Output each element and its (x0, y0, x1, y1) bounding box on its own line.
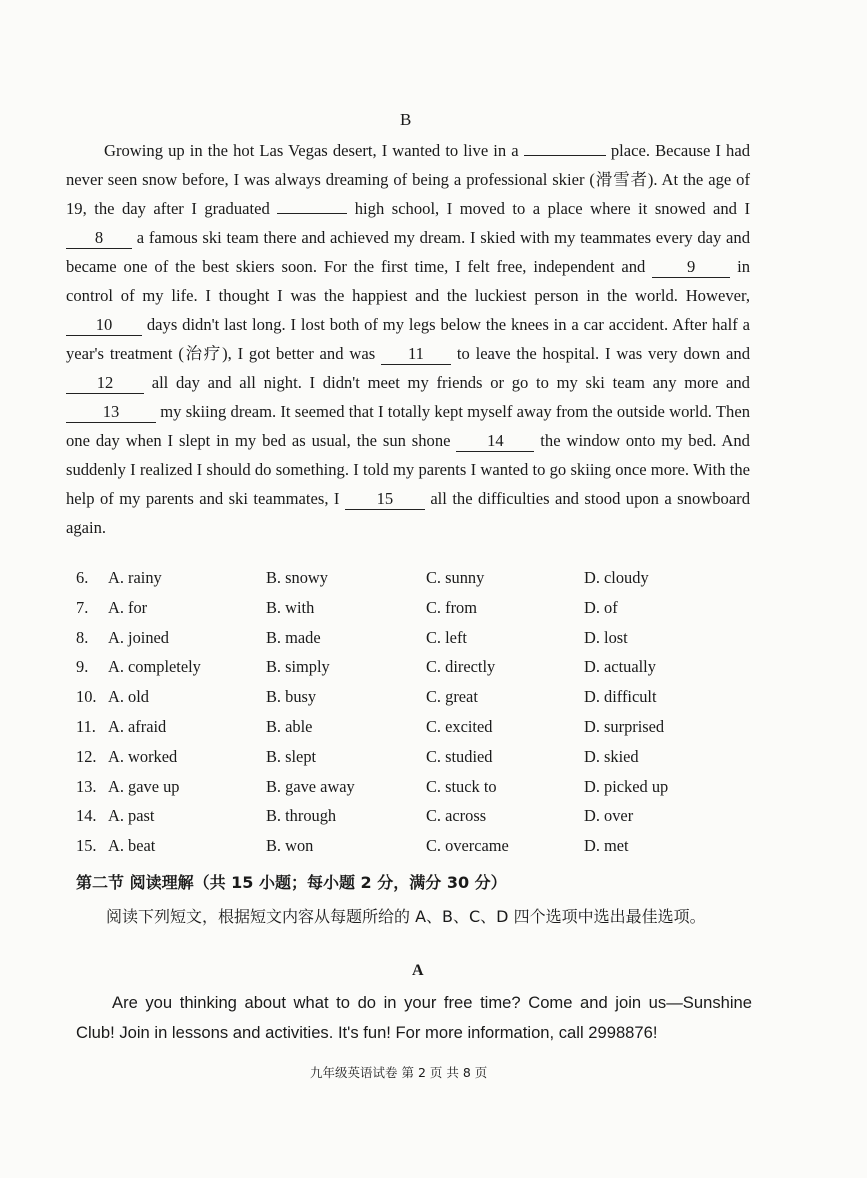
question-number: 12. (76, 746, 97, 766)
section-2-heading: 第二节 阅读理解（共 15 小题；每小题 2 分，满分 30 分） (76, 873, 507, 892)
passage-text: all the difficulties and stood upon a snowboard again. (66, 489, 751, 537)
option-c[interactable]: C. studied (426, 746, 493, 766)
option-b[interactable]: B. slept (266, 746, 317, 766)
question-number: 9. (76, 657, 89, 677)
option-b[interactable]: B. with (266, 597, 315, 617)
option-row-9 (76, 657, 776, 687)
option-b[interactable]: B. snowy (266, 568, 328, 587)
option-c[interactable]: C. directly (426, 657, 496, 677)
option-c[interactable]: C. excited (426, 716, 493, 736)
option-row-13 (76, 777, 776, 807)
option-row-14 (76, 806, 776, 836)
blank-10[interactable]: 10 (66, 315, 142, 336)
passage-text: days didn't last long. I lost both of my legs below the knees in a car accident. After half a year's treatment (治疗), I got better and was (66, 315, 751, 363)
question-number: 11. (76, 716, 96, 736)
option-b[interactable]: B. busy (266, 687, 317, 707)
option-a[interactable]: A. gave up (108, 776, 180, 796)
option-a[interactable]: A. completely (108, 657, 201, 677)
question-number: 8. (76, 627, 89, 647)
answer-options (76, 568, 776, 866)
page-footer: 九年级英语试卷 第 2 页 共 8 页 (310, 1065, 488, 1080)
option-row-7 (76, 598, 776, 628)
option-d[interactable]: D. picked up (584, 776, 669, 796)
passage-text: the window onto my bed. And suddenly I realized I should do something. I told my parents I wanted to go skiing once more. With the help of my parents and ski teammates, I (66, 431, 750, 508)
option-row-15 (76, 836, 776, 866)
option-c[interactable]: C. stuck to (426, 776, 497, 796)
option-d[interactable]: D. cloudy (584, 568, 649, 587)
option-b[interactable]: B. through (266, 806, 337, 826)
option-d[interactable]: D. actually (584, 657, 656, 677)
passage-text: a famous ski team there and achieved my dream. I skied with my teammates every day and became one of the best skiers soon. For the first time, I felt free, independent and (66, 228, 751, 276)
option-b[interactable]: B. gave away (266, 776, 355, 796)
blank-9[interactable]: 9 (652, 257, 730, 278)
question-number: 13. (76, 776, 97, 796)
section-b-title: B (400, 110, 412, 129)
option-d[interactable]: D. skied (584, 746, 639, 766)
option-c[interactable]: C. great (426, 687, 478, 707)
option-c[interactable]: C. across (426, 806, 487, 826)
blank-7[interactable] (277, 213, 347, 214)
option-a[interactable]: A. rainy (108, 568, 162, 587)
passage-b (66, 136, 750, 542)
option-d[interactable]: D. difficult (584, 687, 657, 707)
option-d[interactable]: D. lost (584, 627, 628, 647)
option-d[interactable]: D. of (584, 597, 618, 617)
blank-6[interactable] (524, 155, 606, 156)
option-a[interactable]: A. past (108, 806, 155, 826)
blank-13[interactable]: 13 (66, 402, 156, 423)
option-a[interactable]: A. old (108, 687, 149, 707)
option-a[interactable]: A. for (108, 597, 148, 617)
option-b[interactable]: B. simply (266, 657, 330, 677)
option-row-10 (76, 687, 776, 717)
option-d[interactable]: D. over (584, 806, 634, 826)
passage-text: high school, I moved to a place where it snowed and I (354, 199, 750, 218)
question-number: 6. (76, 568, 89, 587)
blank-12[interactable]: 12 (66, 373, 144, 394)
passage-text: in control of my life. I thought I was the happiest and the luckiest person in the world. However, (66, 257, 750, 305)
option-a[interactable]: A. joined (108, 627, 170, 647)
option-b[interactable]: B. made (266, 627, 321, 647)
passage-a: Are you thinking about what to do in your free time? Come and join us—Sunshine Club! Join in lessons and activities. It's fun! For more information, call 2998876! (76, 993, 752, 1042)
option-d[interactable]: D. surprised (584, 716, 665, 736)
option-c[interactable]: C. overcame (426, 836, 509, 856)
blank-11[interactable]: 11 (381, 344, 451, 365)
blank-14[interactable]: 14 (456, 431, 534, 452)
section-2-instructions: 阅读下列短文，根据短文内容从每题所给的 A、B、C、D 四个选项中选出最佳选项。 (106, 907, 706, 926)
blank-8[interactable]: 8 (66, 228, 132, 249)
option-a[interactable]: A. afraid (108, 716, 167, 736)
passage-text: place. Because I had never seen snow before, I was always dreaming of being a professional skier (滑雪者). At the age of 19, the day after I graduated (66, 141, 750, 218)
option-d[interactable]: D. met (584, 836, 629, 856)
passage-text: to leave the hospital. I was very down and (456, 344, 750, 363)
question-number: 15. (76, 836, 97, 856)
option-row-11 (76, 717, 776, 747)
option-c[interactable]: C. sunny (426, 568, 485, 587)
option-a[interactable]: A. worked (108, 746, 178, 766)
option-b[interactable]: B. won (266, 836, 314, 856)
option-b[interactable]: B. able (266, 716, 313, 736)
passage-text: my skiing dream. It seemed that I totally kept myself away from the outside world. Then one day when I slept in my bed as usual, the sun shone (66, 402, 751, 450)
option-row-12 (76, 747, 776, 777)
question-number: 14. (76, 806, 97, 826)
blank-15[interactable]: 15 (345, 489, 425, 510)
section-a-title: A (412, 962, 424, 979)
question-number: 10. (76, 687, 97, 707)
option-c[interactable]: C. from (426, 597, 477, 617)
passage-text: Growing up in the hot Las Vegas desert, I wanted to live in a (104, 141, 519, 160)
option-a[interactable]: A. beat (108, 836, 156, 856)
option-row-8 (76, 628, 776, 658)
option-row-6 (76, 568, 776, 598)
option-c[interactable]: C. left (426, 627, 467, 647)
passage-text: all day and all night. I didn't meet my friends or go to my ski team any more and (151, 373, 750, 392)
question-number: 7. (76, 597, 89, 617)
